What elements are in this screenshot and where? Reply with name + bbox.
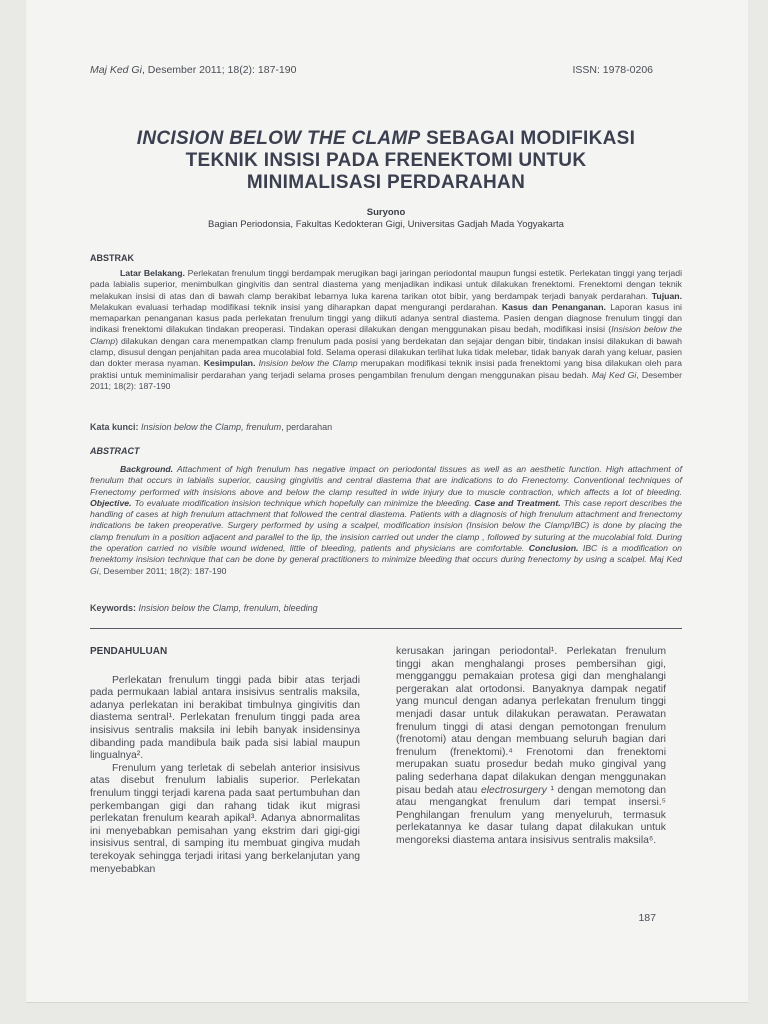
abstrak-paragraph: Latar Belakang. Perlekatan frenulum tinggi berdampak merugikan bagi jaringan periodontal maupun fungsi estetik. Perlekatan tinggi yang terjadi pada labialis superior, menimbulkan gingivitis dan sentral diastema yang menjadikan indikasi untuk dilakukan frenektomi. Frenektomi dengan teknik melakukan insisi di atas dan di bawah clamp berakibat lebarnya luka karena tarikan otot bibir, yang berdampak terjadi banyak perdarahan. Tujuan. Melakukan evaluasi terhadap modifikasi teknik insisi yang diharapkan dapat mengurangi perdarahan. Kasus dan Penanganan. Laporan kasus ini memaparkan penanganan kasus pada perlekatan frenulum tinggi yang diikuti adanya sentral diastema. Pasien dengan diagnose frenulum tinggi dan indikasi frenektomi dilakukan tindakan preoperasi. Tindakan operasi dilakukan dengan menggunakan pisau bedah, modifikasi insisi (Insision below the Clamp) dilakukan dengan cara menempatkan clamp frenulum pada posisi yang berdekatan dan sejajar dengan bibir, tindakan insisi dilakukan di bawah clamp, disusul dengan penjahitan pada area mucolabial fold. Selama operasi dilakukan terlihat luka tidak melebar, tidak banyak darah yang keluar, pasien dan dokter merasa nyaman. Kesimpulan. Insision below the Clamp merupakan modifikasi teknik insisi pada frenektomi yang bisa dilakukan oleh para praktisi untuk meminimalisir perdarahan yang terjadi selama proses pengambilan frenulum dengan menggunakan pisau bedah. Maj Ked Gi, Desember 2011; 18(2): 187-190 — [90, 268, 683, 391]
running-header-citation: Maj Ked Gi, Desember 2011; 18(2): 187-190 — [90, 64, 297, 76]
title-line-3: MINIMALISASI PERDARAHAN — [246, 172, 526, 193]
body-paragraph-2: Frenulum yang terletak di sebelah anterior insisivus atas disebut frenulum labialis superior. Perlekatan frenulum tinggi terjadi karena pada saat pertumbuhan dan perkembangan gigi dan rahang tidak ikut migrasi perlekatan frenulum kearah apikal³. Adanya abnormalitas ini menyebabkan pemisahan yang ekstrim dari gigi-gigi insisivus sentral, di samping itu membuat gingiva mudah terekoyak sehingga terjadi iritasi yang berkelanjutan yang menyebabkan — [90, 762, 360, 875]
abstrak-heading: ABSTRAK — [90, 253, 134, 263]
running-header-issn: ISSN: 1978-0206 — [572, 64, 653, 76]
title-line-2: TEKNIK INSISI PADA FRENEKTOMI UNTUK — [185, 150, 587, 171]
author-name: Suryono — [366, 207, 406, 218]
section-divider — [90, 628, 682, 629]
section-heading-pendahuluan: PENDAHULUAN — [90, 646, 168, 657]
kata-kunci: Kata kunci: Insision below the Clamp, frenulum, perdarahan — [90, 422, 333, 432]
journal-page — [26, 0, 748, 1003]
abstract-paragraph: Background. Attachment of high frenulum has negative impact on periodontal tissues as well as an aesthetic function. High attachment of frenulum that occurs in labialis superior, causing gingivitis and central diastema that are indications to do Frenectomy. Conventional techniques of Frenectomy performed with insisions above and below the clamp resulted in wide injury due to muscle contraction, which affects a lot of bleeding. Objective. To evaluate modification insision technique which hopefully can minimize the bleeding. Case and Treatment. This case report describes the handling of cases at high frenulum attachment that followed the central diastema. Patients with a diagnosis of high frenulum attachment and frenectomy indications be taken preoperative. Surgery performed by using a scalpel, modification insision (Insision below the Clamp/IBC) is done by placing the clamp frenulum in a position adjacent and parallel to the lip, the insision carried out under the clamp , followed by suturing at the mucolabial fold. During the operation carried no visible wound widened, little of bleeding, patients and physicians are comfortable. Conclusion. IBC is a modification on frenektomy insision technique that can be done by general practitioners to minimize bleeding that occurs during frenectomy by using a scalpel. Maj Ked Gi, Desember 2011; 18(2): 187-190 — [90, 464, 682, 576]
abstract-heading: ABSTRACT — [90, 446, 140, 456]
body-column-left — [90, 646, 360, 876]
body-paragraph-3: kerusakan jaringan periodontal¹. Perlekatan frenulum tinggi akan menghalangi proses pembersihan gigi, mengganggu pemakaian protesa gigi dan menghalangi pergerakan alat ortodonsi. Banyaknya dampak negatif yang muncul dengan adanya perlekatan frenulum tinggi menjadi dasar untuk dilakukan perawatan. Perawatan frenulum tinggi di atasi dengan pemotongan frenulum (frenotomi) atau dengan membuang seluruh bagian dari frenulum (frenektomi).⁴ Frenotomi dan frenektomi merupakan suatu prosedur bedah muko gingival yang paling sederhana dapat dilakukan dengan menggunakan pisau bedah atau electrosurgery ¹ dengan memotong dan atau mengangkat frenulum dari tempat insersi.⁵ Penghilangan frenulum yang menyeluruh, termasuk perlekatannya ke dasar tulang dapat dilakukan untuk mengoreksi diastema antara insisivus sentralis maksila⁶. — [396, 646, 667, 846]
title-italic-part: INCISION BELOW THE CLAMP — [136, 128, 421, 149]
author-affiliation: Bagian Periodonsia, Fakultas Kedokteran Gigi, Universitas Gadjah Mada Yogyakarta — [208, 219, 564, 230]
body-paragraph-1: Perlekatan frenulum tinggi pada bibir atas terjadi pada permukaan labial antara insisivus sentralis maksila, adanya perlekatan ini berakibat timbulnya gingivitis dan diastema sentral¹. Perlekatan frenulum tinggi pada area insisivus sentralis maksila ini lebih banyak insidensinya dibanding pada mandibula baik pada sisi labial maupun lingualnya². — [90, 674, 360, 762]
keywords: Keywords: Insision below the Clamp, frenulum, bleeding — [90, 603, 318, 613]
article-title: INCISION BELOW THE CLAMP SEBAGAI MODIFIKASI TEKNIK INSISI PADA FRENEKTOMI UNTUK MINIMALISASI PERDARAHAN — [86, 128, 686, 194]
body-column-right — [396, 646, 666, 848]
page-number: 187 — [638, 912, 656, 924]
